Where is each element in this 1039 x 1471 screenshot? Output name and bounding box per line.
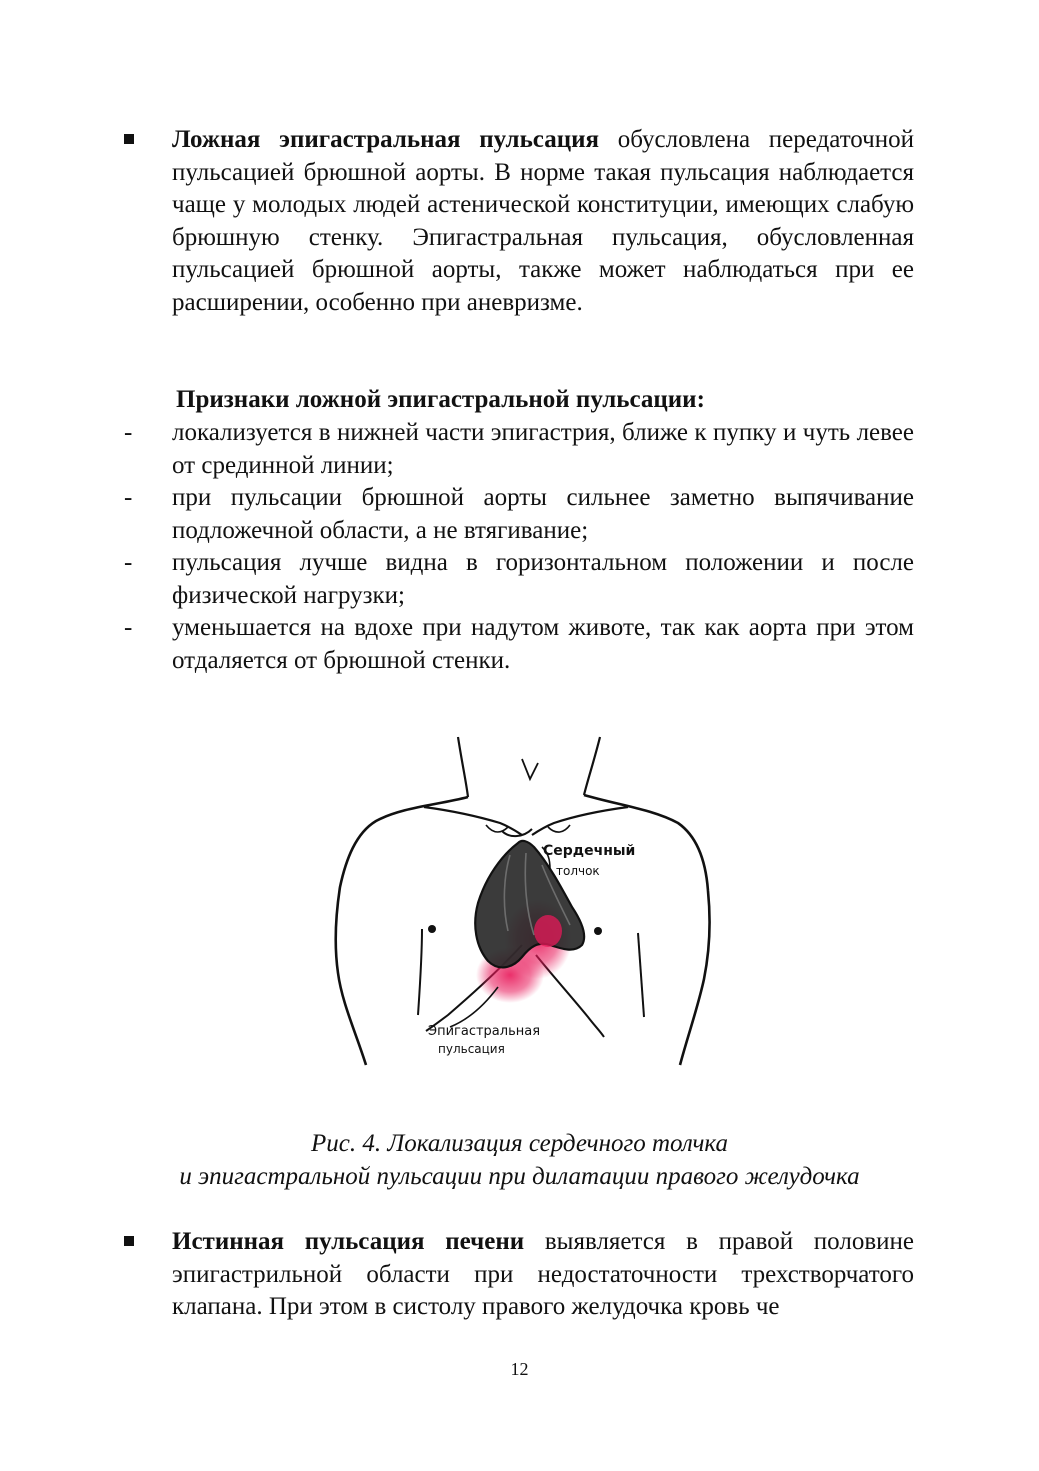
list-item	[0, 547, 1039, 612]
nipple-left-icon	[428, 925, 436, 933]
label-heart-impulse-1: Сердечный	[543, 843, 636, 859]
neck-right-line	[584, 737, 600, 795]
figure-caption-line-1: Рис. 4. Локализация сердечного толчка	[311, 1130, 728, 1157]
dash-marker: -	[124, 484, 133, 511]
signs-list	[0, 417, 1039, 677]
clavicle-left	[424, 807, 522, 835]
figure-caption-line-2: и эпигастральной пульсации при дилатации правого желудочка	[179, 1163, 860, 1190]
term-false-pulsation: Ложная эпигастральная пульсация	[172, 126, 600, 153]
nipple-right-icon	[594, 927, 602, 935]
label-epigastric-2: пульсация	[438, 1042, 505, 1056]
bullet-square-icon	[124, 1236, 134, 1246]
arm-left-line	[418, 929, 422, 1015]
list-item	[0, 482, 1039, 547]
dash-marker: -	[124, 419, 133, 446]
heart-icon	[475, 841, 584, 967]
paragraph-false-pulsation	[172, 124, 914, 319]
bullet-square-icon	[124, 134, 134, 144]
neck-mark-icon	[522, 759, 538, 779]
dash-marker: -	[124, 614, 133, 641]
label-heart-impulse-2: толчок	[556, 864, 600, 878]
torso-illustration	[326, 735, 718, 1085]
list-item-text: при пульсации брюшной аорты сильнее заметно выпячивание подложечной области, а не втягивание;	[172, 484, 914, 544]
list-item	[0, 612, 1039, 677]
dash-marker: -	[124, 549, 133, 576]
paragraph-text: обусловлена передаточной пульсацией брюшной аорты. В норме такая пульсация наблюдается чаще у молодых людей астенической конституции, имеющих слабую брюшную стенку. Эпигастральная пульсация, обусловленная пульсацией брюшной аорты, также может наблюдаться при ее расширении, особенно при аневризме.	[172, 126, 914, 316]
term-true-liver-pulsation: Истинная пульсация печени	[172, 1228, 525, 1255]
page-number: 12	[510, 1359, 529, 1379]
label-epigastric-1: Эпигастральная	[428, 1024, 541, 1039]
arm-right-line	[638, 933, 644, 1017]
heart-impulse-spot	[534, 915, 562, 947]
paragraph-text: выявляется в правой половине эпигастрильной области при недостаточности трехстворчатого клапана. При этом в систолу правого желудочка кровь че	[172, 1228, 914, 1320]
torso-right-outline	[584, 795, 710, 1065]
clavicle-right	[532, 807, 628, 835]
neck-left-line	[458, 737, 468, 797]
paragraph-true-liver-pulsation	[172, 1226, 914, 1324]
list-item-text: уменьшается на вдохе при надутом животе, так как аорта при этом отдаляется от брюшной стенки.	[172, 614, 914, 674]
list-item	[0, 417, 1039, 482]
list-item-text: локализуется в нижней части эпигастрия, ближе к пупку и чуть левее от срединной линии;	[172, 419, 914, 479]
signs-heading: Признаки ложной эпигастральной пульсации:	[176, 386, 705, 413]
list-item-text: пульсация лучше видна в горизонтальном положении и после физической нагрузки;	[172, 549, 914, 609]
